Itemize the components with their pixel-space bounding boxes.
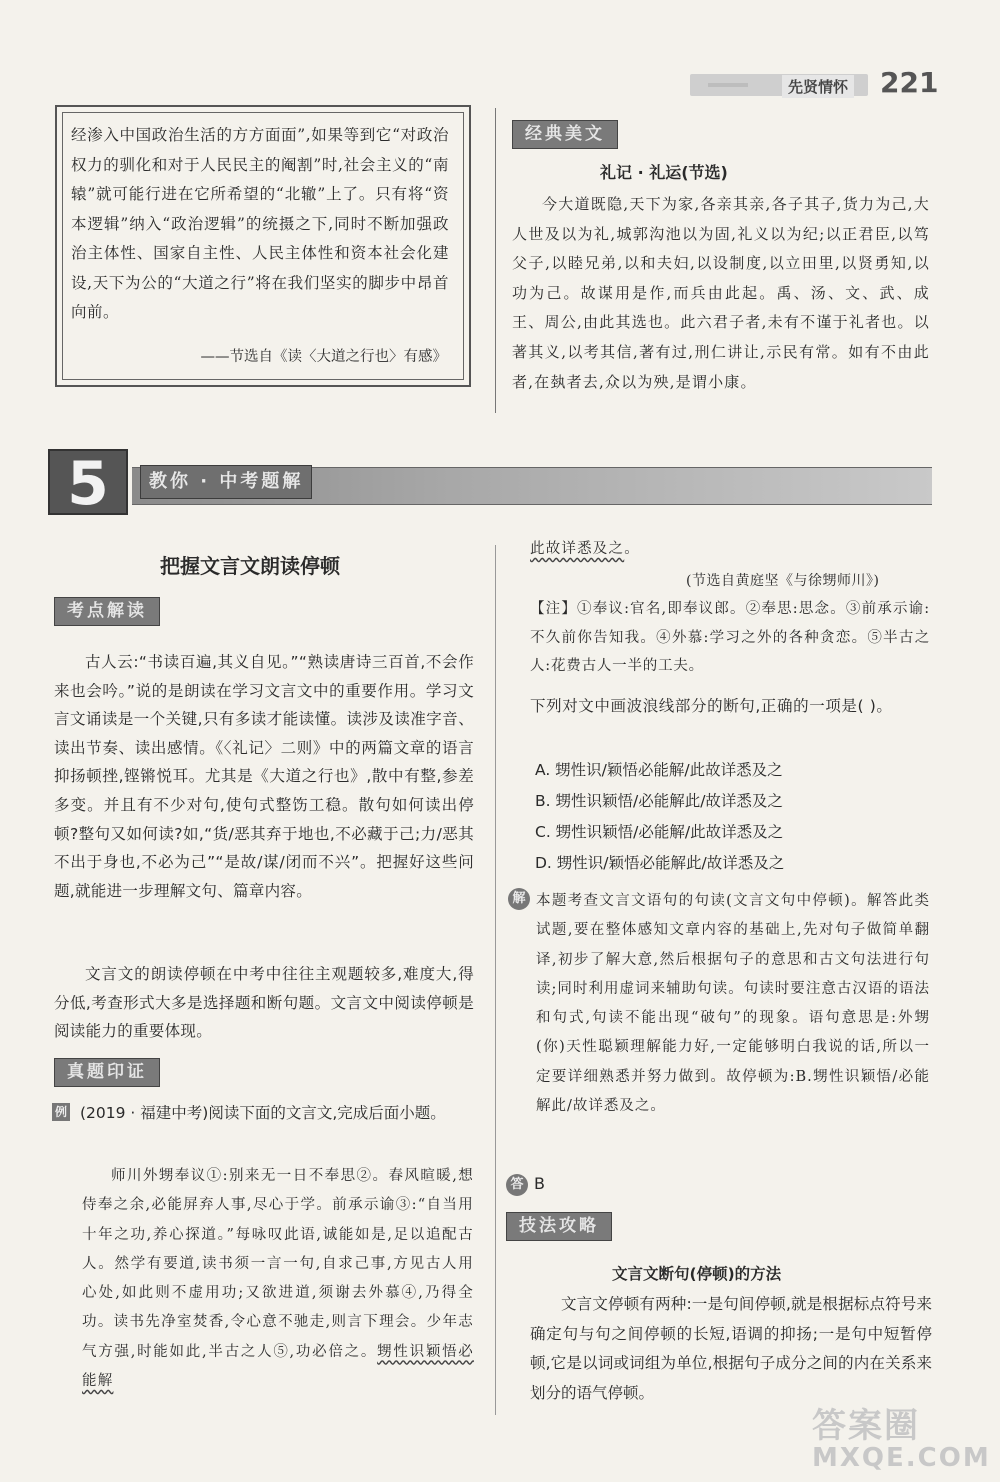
tag-classic: 经典美文	[512, 120, 618, 149]
answer-value: B	[534, 1174, 545, 1193]
passage-end-punct: 。	[624, 541, 640, 557]
intro-paragraph-1: 古人云:“书读百遍,其义自见。”“熟读唐诗三百首,不会作来也会吟。”说的是朗读在学习文言文中的重要作用。学习文言文诵读是一个关键,只有多读才能读懂。读涉及读准字音、读出节奏、读出感情。《〈礼记〉二则》中的两篇文章的语言抑扬顿挫,铿锵悦耳。尤其是《大道之行也》,散中有整,参差多变。并且有不少对句,使句式整饬工稳。散句如何读出停顿?整句又如何读?如,“货/恶其弃于地也,不必藏于己;力/恶其不出于身也,不必为己”“是故/谋/闭而不兴”。把握好这些问题,就能进一步理解文句、篇章内容。	[54, 653, 474, 900]
question-text: 下列对文中画波浪线部分的断句,正确的一项是( )。	[530, 697, 893, 715]
passage-source: (节选自黄庭坚《与徐甥师川》)	[686, 573, 880, 589]
watermark-logo-text: 答案圈	[812, 1406, 920, 1446]
page-number: 221	[880, 66, 939, 99]
example-passage	[82, 1162, 474, 1396]
tag-key-points: 考点解读	[54, 597, 160, 626]
method-title: 文言文断句(停顿)的方法	[612, 1265, 782, 1283]
passage-wavy-part-2: 此故详悉及之	[530, 541, 625, 557]
method-text: 文言文停顿有两种:一是句间停顿,就是根据标点符号来确定句与句之间停顿的长短,语调的抑扬;一是句中短暂停顿,它是以词或词组为单位,根据句子成分之间的内在关系来划分的语气停顿。	[530, 1295, 932, 1402]
banner-number: 5	[48, 449, 128, 515]
analysis-badge: 解	[508, 888, 530, 910]
option-b: B. 甥性识颖悟/必能解此/故详悉及之	[535, 792, 783, 810]
quote-source: ——节选自《读〈大道之行也〉有感》	[200, 349, 447, 365]
passage-notes: 【注】①奉议:官名,即奉议郎。②奉思:思念。③前承示谕:不久前你告知我。④外慕:学习之外的各种贪恋。⑤半古之人:花费古人一半的工夫。	[530, 601, 930, 674]
answer-badge: 答	[506, 1174, 528, 1196]
option-d: D. 甥性识/颖悟必能解此/故详悉及之	[535, 854, 785, 872]
watermark	[812, 1398, 991, 1473]
option-a: A. 甥性识/颖悟必能解/此故详悉及之	[535, 761, 783, 779]
analysis-text: 本题考查文言文语句的句读(文言文句中停顿)。解答此类试题,要在整体感知文章内容的基础上,先对句子做简单翻译,初步了解大意,然后根据句子的意思和古文句法进行句读;同时利用虚词来辅助句读。句读时要注意古汉语的语法和句式,句读不能出现“破句”的现象。语句意思是:外甥(你)天性聪颖理解能力好,一定能够明白我说的话,所以一定要详细熟悉并努力做到。故停顿为:B.甥性识颖悟/必能解此/故详悉及之。	[536, 893, 930, 1115]
banner-title: 教你 · 中考题解	[140, 465, 312, 499]
passage-main: 师川外甥奉议①:别来无一日不奉思②。春风暄暖,想侍奉之余,必能屏弃人事,尽心于学。前承示谕③:“自当用十年之功,养心探道。”每咏叹此语,诚能如是,足以追配古人。然学有要道,读书须一言一句,自求己事,方见古人用心处,如此则不虚用功;又欲进道,须谢去外慕④,乃得全功。读书先净室焚香,令心意不驰走,则言下理会。少年志气方强,时能如此,半古之人⑤,功必倍之。	[82, 1168, 474, 1360]
quote-box	[55, 105, 471, 387]
topic-title: 把握文言文朗读停顿	[160, 554, 340, 578]
intro-paragraph-2: 文言文的朗读停顿在中考中往往主观题较多,难度大,得分低,考查形式大多是选择题和断句题。文言文中阅读停顿是阅读能力的重要体现。	[54, 965, 474, 1041]
classic-title: 礼记 · 礼运(节选)	[600, 163, 728, 182]
column-divider	[495, 108, 496, 413]
passage-wavy-part-1: 甥性识颖悟必能解	[82, 1343, 475, 1390]
tag-methods: 技法攻略	[506, 1212, 612, 1241]
classic-text: 今大道既隐,天下为家,各亲其亲,各子其子,货力为己,大人世及以为礼,城郭沟池以为固,礼义以为纪;以正君臣,以笃父子,以睦兄弟,以和夫妇,以设制度,以立田里,以贤勇知,以功为己。故谋用是作,而兵由此起。禹、汤、文、武、成王、周公,由此其选也。此六君子者,未有不谨于礼者也。以著其义,以考其信,著有过,刑仁讲让,示民有常。如有不由此者,在埶者去,众以为殃,是谓小康。	[512, 195, 930, 391]
header-decoration	[708, 83, 748, 87]
column-divider-lower	[495, 545, 496, 1415]
tag-exam-proof: 真题印证	[54, 1058, 160, 1087]
option-c: C. 甥性识颖悟/必能解/此故详悉及之	[535, 823, 784, 841]
section-banner	[48, 449, 932, 519]
watermark-url: MXQE.COM	[812, 1443, 991, 1473]
example-intro: (2019 · 福建中考)阅读下面的文言文,完成后面小题。	[80, 1104, 446, 1122]
example-badge: 例	[52, 1103, 70, 1121]
passage-continuation	[530, 537, 640, 558]
section-title: 先贤情怀	[782, 75, 854, 98]
quote-text: 经渗入中国政治生活的方方面面”,如果等到它“对政治权力的驯化和对于人民民主的阉割”时,社会主义的“南辕”就可能行进在它所希望的“北辙”上了。只有将“资本逻辑”纳入“政治逻辑”的统摄之下,同时不断加强政治主体性、国家自主性、人民主体性和资本社会化建设,天下为公的“大道之行”将在我们坚实的脚步中昂首向前。	[71, 126, 449, 321]
